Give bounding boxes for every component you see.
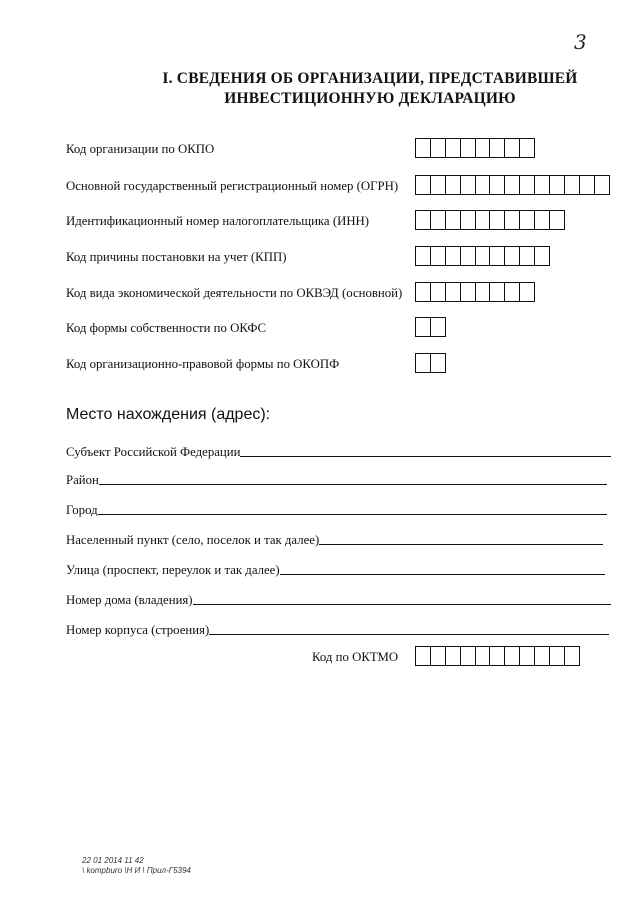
okfs-label: Код формы собственности по ОКФС [66, 321, 266, 335]
code-cell[interactable] [490, 282, 505, 302]
code-cell[interactable] [431, 646, 446, 666]
address-heading: Место нахождения (адрес): [66, 406, 271, 423]
address-line-building[interactable] [209, 633, 609, 635]
code-cell[interactable] [535, 646, 550, 666]
code-cell[interactable] [565, 646, 580, 666]
okpo-code-boxes[interactable] [415, 138, 535, 158]
code-cell[interactable] [461, 646, 476, 666]
code-cell[interactable] [490, 138, 505, 158]
code-cell[interactable] [505, 246, 520, 266]
address-label-house: Номер дома (владения) [66, 593, 193, 607]
address-row-house[interactable] [66, 590, 611, 608]
code-cell[interactable] [431, 175, 446, 195]
code-cell[interactable] [416, 246, 431, 266]
code-cell[interactable] [490, 210, 505, 230]
code-cell[interactable] [476, 646, 491, 666]
code-cell[interactable] [520, 175, 535, 195]
address-label-street: Улица (проспект, переулок и так далее) [66, 563, 280, 577]
code-cell[interactable] [461, 282, 476, 302]
code-cell[interactable] [431, 317, 446, 337]
address-line-street[interactable] [280, 573, 605, 575]
code-cell[interactable] [461, 138, 476, 158]
code-cell[interactable] [535, 210, 550, 230]
code-cell[interactable] [505, 138, 520, 158]
code-cell[interactable] [505, 210, 520, 230]
address-line-city[interactable] [98, 513, 607, 515]
code-cell[interactable] [446, 646, 461, 666]
code-cell[interactable] [446, 138, 461, 158]
code-cell[interactable] [520, 210, 535, 230]
code-cell[interactable] [416, 317, 431, 337]
code-cell[interactable] [565, 175, 580, 195]
address-line-region[interactable] [240, 455, 611, 457]
code-cell[interactable] [446, 246, 461, 266]
okpo-label: Код организации по ОКПО [66, 142, 215, 156]
code-cell[interactable] [446, 210, 461, 230]
address-line-house[interactable] [193, 603, 611, 605]
code-cell[interactable] [550, 175, 565, 195]
address-row-settlement[interactable] [66, 530, 603, 548]
ogrn-label: Основной государственный регистрационный номер (ОГРН) [66, 179, 399, 193]
address-line-district[interactable] [99, 483, 607, 485]
address-row-building[interactable] [66, 620, 609, 638]
code-cell[interactable] [535, 175, 550, 195]
address-label-building: Номер корпуса (строения) [66, 623, 210, 637]
code-cell[interactable] [446, 175, 461, 195]
address-label-settlement: Населенный пункт (село, поселок и так далее) [66, 533, 320, 547]
address-label-region: Субъект Российской Федерации [66, 445, 241, 459]
okopf-label: Код организационно-правовой формы по ОКОПФ [66, 357, 340, 371]
oktmo-code-boxes[interactable] [415, 646, 580, 666]
code-cell[interactable] [595, 175, 610, 195]
code-cell[interactable] [505, 646, 520, 666]
code-cell[interactable] [505, 282, 520, 302]
code-cell[interactable] [431, 246, 446, 266]
code-cell[interactable] [476, 246, 491, 266]
okopf-code-boxes[interactable] [415, 353, 446, 373]
code-cell[interactable] [490, 646, 505, 666]
code-cell[interactable] [416, 175, 431, 195]
code-cell[interactable] [520, 282, 535, 302]
code-cell[interactable] [461, 175, 476, 195]
code-cell[interactable] [416, 646, 431, 666]
address-line-settlement[interactable] [319, 543, 603, 545]
kpp-code-boxes[interactable] [415, 246, 550, 266]
address-row-district[interactable] [66, 470, 607, 488]
code-cell[interactable] [416, 282, 431, 302]
kpp-label: Код причины постановки на учет (КПП) [66, 250, 287, 264]
address-row-region[interactable] [66, 442, 611, 460]
code-cell[interactable] [535, 246, 550, 266]
address-row-city[interactable] [66, 500, 607, 518]
code-cell[interactable] [580, 175, 595, 195]
footer-file-path: \ kompburo \Н И \ Прил-Г5394 [82, 866, 191, 875]
footer-timestamp: 22 01 2014 11 42 [82, 856, 144, 865]
code-cell[interactable] [461, 210, 476, 230]
okved-code-boxes[interactable] [415, 282, 535, 302]
code-cell[interactable] [431, 138, 446, 158]
code-cell[interactable] [550, 210, 565, 230]
inn-label: Идентификационный номер налогоплательщика (ИНН) [66, 214, 370, 228]
code-cell[interactable] [520, 646, 535, 666]
address-row-street[interactable] [66, 560, 605, 578]
code-cell[interactable] [505, 175, 520, 195]
code-cell[interactable] [490, 246, 505, 266]
code-cell[interactable] [550, 646, 565, 666]
code-cell[interactable] [476, 282, 491, 302]
code-cell[interactable] [431, 282, 446, 302]
section-title-line-1: I. СВЕДЕНИЯ ОБ ОРГАНИЗАЦИИ, ПРЕДСТАВИВШЕЙ [162, 70, 578, 87]
okved-label: Код вида экономической деятельности по ОКВЭД (основной) [66, 286, 403, 300]
code-cell[interactable] [446, 282, 461, 302]
section-title-line-2: ИНВЕСТИЦИОННУЮ ДЕКЛАРАЦИЮ [224, 90, 516, 107]
address-label-city: Город [66, 503, 98, 517]
code-cell[interactable] [431, 210, 446, 230]
code-cell[interactable] [431, 353, 446, 373]
code-cell[interactable] [416, 210, 431, 230]
code-cell[interactable] [416, 138, 431, 158]
code-cell[interactable] [520, 246, 535, 266]
code-cell[interactable] [476, 138, 491, 158]
code-cell[interactable] [416, 353, 431, 373]
code-cell[interactable] [476, 210, 491, 230]
okfs-code-boxes[interactable] [415, 317, 446, 337]
code-cell[interactable] [520, 138, 535, 158]
oktmo-label: Код по ОКТМО [312, 650, 399, 664]
page-number: 3 [574, 30, 587, 54]
ogrn-code-boxes[interactable] [415, 175, 610, 195]
code-cell[interactable] [490, 175, 505, 195]
inn-code-boxes[interactable] [415, 210, 565, 230]
code-cell[interactable] [461, 246, 476, 266]
address-label-district: Район [66, 473, 99, 487]
code-cell[interactable] [476, 175, 491, 195]
